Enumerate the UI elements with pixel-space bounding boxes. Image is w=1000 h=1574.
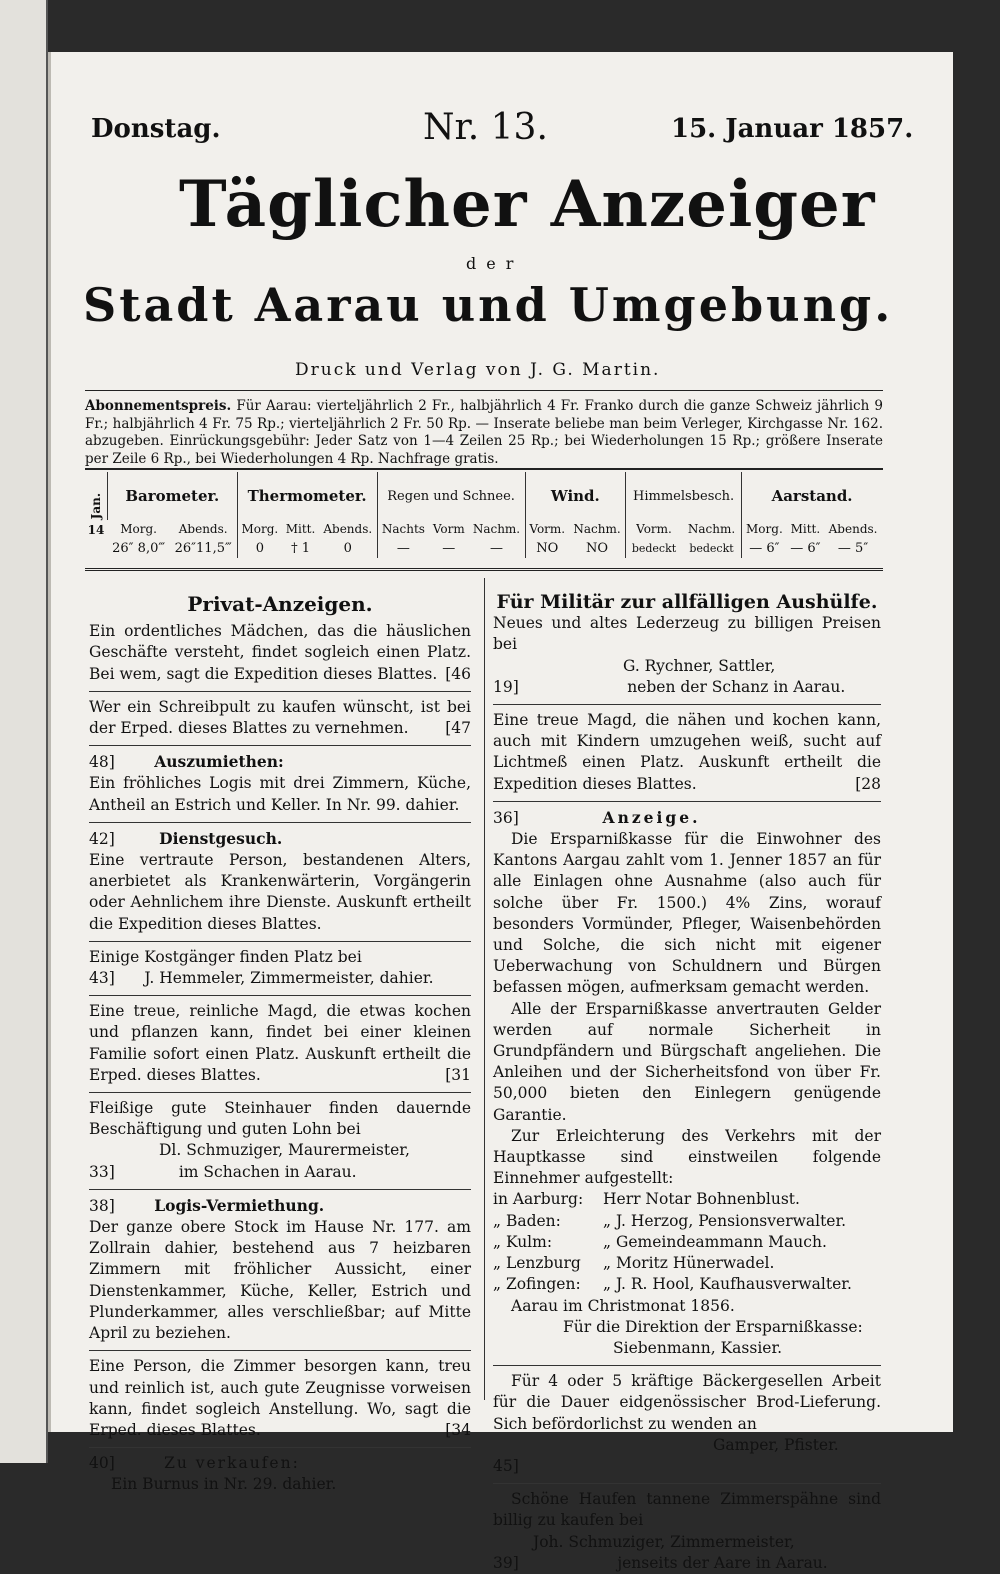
weather-date: Jan. 14 bbox=[87, 493, 105, 537]
weather-sub: Vorm. bbox=[525, 520, 569, 538]
ad-text: Für die Direktion der Ersparnißkasse: bbox=[563, 1317, 863, 1336]
ad-signature: Dl. Schmuziger, Maurermeister, bbox=[159, 1141, 410, 1160]
weather-value: 0 bbox=[237, 538, 282, 558]
ad-divider bbox=[89, 995, 471, 996]
weather-sub: Morg. bbox=[120, 522, 157, 536]
weather-sub: Mitt. bbox=[790, 522, 821, 536]
ad-divider bbox=[493, 704, 881, 705]
subscription-label: Abonnementspreis. bbox=[85, 398, 232, 414]
ad-divider bbox=[89, 1189, 471, 1190]
weather-sub: Nachts bbox=[377, 520, 429, 538]
weather-sub: Morg. bbox=[742, 520, 787, 538]
agent-row: „ Lenzburg „ Moritz Hünerwadel. bbox=[493, 1254, 775, 1273]
ad-heading-line: 38] Logis-Vermiethung. bbox=[89, 1195, 325, 1215]
ad-heading-line: 36] Anzeige. bbox=[493, 807, 701, 827]
ad-text: Die Ersparnißkasse für die Einwohner des Kantons Aargau zahlt vom 1. Jenner 1857 an für alle Einlagen ohne Ausnahme (also auch für solche über Fr. 1500.) 4% Zins, worauf besonders Vormünder, Pfleger, Waisenbehörden und Solche, die sich nicht mit eigener Ueberwachung von Schuldnern und Bürgen befassen mögen, aufmerksam gemacht werden. bbox=[493, 830, 881, 997]
ad-divider bbox=[89, 691, 471, 692]
ad-text: Fleißige gute Steinhauer finden dauernde Beschäftigung und guten Lohn bei bbox=[89, 1099, 471, 1139]
ad-divider bbox=[493, 801, 881, 802]
masthead-title: Täglicher Anzeiger bbox=[179, 167, 876, 242]
ad-text: Ein fröhliches Logis mit drei Zimmern, Küche, Antheil an Estrich und Keller. In Nr. 99. dahier. bbox=[89, 774, 471, 814]
ad-signature-line: 43] J. Hemmeler, Zimmermeister, dahier. bbox=[89, 969, 434, 988]
newspaper-page bbox=[48, 52, 953, 1572]
weather-header-thermometer: Thermometer. bbox=[237, 472, 377, 520]
right-column bbox=[493, 592, 881, 1574]
ad-signature: Joh. Schmuziger, Zimmermeister, bbox=[533, 1532, 795, 1551]
weather-sub: Abends. bbox=[828, 522, 878, 536]
weather-value: 0 bbox=[343, 540, 352, 556]
ad-divider bbox=[493, 1483, 881, 1484]
weather-header-rain: Regen und Schnee. bbox=[377, 472, 525, 520]
ad-signature: Gamper, Pfister. bbox=[713, 1435, 839, 1454]
weather-sub: Abends. bbox=[323, 522, 373, 536]
weather-header-sky: Himmelsbesch. bbox=[626, 472, 742, 520]
ad-text: Eine treue Magd, die nähen und kochen kann, auch mit Kindern umzugehen weiß, sucht auf Lichtmeß einen Platz. Auskunft ertheilt die Expedition dieses Blattes. [28 bbox=[493, 711, 881, 793]
agent-row: „ Kulm: „ Gemeindeammann Mauch. bbox=[493, 1232, 827, 1251]
ad-text: Zur Erleichterung des Verkehrs mit der Hauptkasse sind einstweilen folgende Einnehmer aufgestellt: bbox=[493, 1126, 881, 1188]
ad-text: Für 4 oder 5 kräftige Bäckergesellen Arbeit für die Dauer eidgenössischer Brod-Lieferung. Sich befördorlichst zu wenden an bbox=[493, 1372, 881, 1433]
ad-signature: G. Rychner, Sattler, bbox=[623, 656, 776, 675]
ad-text: Eine vertraute Person, bestandenen Alters, anerbietet als Krankenwärterin, Vorgängerin oder Aehnlichem ihre Dienste. Auskunft ertheilt die Expedition dieses Blattes. bbox=[89, 851, 471, 933]
ad-signature-line: 33] im Schachen in Aarau. bbox=[89, 1162, 357, 1181]
weather-value: — bbox=[377, 538, 429, 558]
agent-row: „ Baden: „ J. Herzog, Pensionsverwalter. bbox=[493, 1211, 847, 1230]
weather-value: bedeckt bbox=[626, 538, 682, 558]
weather-value: — bbox=[442, 540, 456, 556]
ad-text: Wer ein Schreibpult zu kaufen wünscht, ist bei der Erped. dieses Blattes zu vernehmen. [47 bbox=[89, 697, 471, 738]
weather-value: — bbox=[489, 540, 503, 556]
weather-value: bedeckt bbox=[689, 541, 734, 555]
issue-number: Nr. 13. bbox=[423, 107, 548, 148]
ad-divider bbox=[89, 822, 471, 823]
ad-divider bbox=[89, 1092, 471, 1093]
ad-heading: Für Militär zur allfälligen Aushülfe. bbox=[496, 591, 878, 613]
weather-value: — 6″ bbox=[742, 538, 787, 558]
ad-number: 45] bbox=[493, 1456, 519, 1475]
ad-divider bbox=[89, 941, 471, 942]
ad-signature-line: 19] neben der Schanz in Aarau. bbox=[493, 677, 846, 696]
publisher-line: Druck und Verlag von J. G. Martin. bbox=[295, 360, 661, 380]
section-heading: Privat-Anzeigen. bbox=[187, 592, 373, 616]
subscription-info bbox=[85, 398, 883, 468]
ad-heading-line: 40] Zu verkaufen: bbox=[89, 1454, 300, 1473]
subscription-text: Für Aarau: vierteljährlich 2 Fr., halbjährlich 4 Fr. Franko durch die ganze Schweiz jährlich 9 Fr.; halbjährlich 4 Fr. 75 Rp.; vierteljährlich 2 Fr. 50 Rp. — Inserate beliebe man beim Verleger, Kirchgasse Nr. 162. abzugeben. Einrückungsgebühr: Jeder Satz von 1—4 Zeilen 25 Rp.; bei Wiederholungen 15 Rp.; größere Inserate per Zeile 6 Rp., bei Wiederholungen 4 Rp. Nachfrage gratis. bbox=[85, 398, 884, 467]
weather-header-wind: Wind. bbox=[525, 472, 626, 520]
weather-sub: Nachm. bbox=[687, 522, 736, 536]
weather-value: NO bbox=[586, 540, 609, 556]
rule bbox=[85, 390, 883, 391]
weather-value: 26″11,5‴ bbox=[174, 540, 232, 556]
weather-sub: Vorm bbox=[432, 522, 465, 536]
ad-text: Neues und altes Lederzeug zu billigen Preisen bei bbox=[493, 614, 881, 654]
weather-table bbox=[85, 472, 882, 558]
weather-value: NO bbox=[525, 538, 569, 558]
weather-header-barometer: Barometer. bbox=[108, 472, 238, 520]
weather-sub: Vorm. bbox=[626, 520, 682, 538]
agent-row: „ Zofingen: „ J. R. Hool, Kaufhausverwalter. bbox=[493, 1275, 852, 1294]
weather-value: — 5″ bbox=[837, 540, 869, 556]
ad-divider bbox=[493, 1365, 881, 1366]
weather-value: — 6″ bbox=[790, 540, 821, 556]
agent-row: in Aarburg: Herr Notar Bohnenblust. bbox=[493, 1190, 800, 1209]
ad-text: Eine Person, die Zimmer besorgen kann, treu und reinlich ist, auch gute Zeugnisse vorweisen kann, findet sogleich Anstellung. Wo, sagt die Erped. dieses Blattes. [34 bbox=[89, 1357, 471, 1439]
weather-sub: Mitt. bbox=[285, 522, 316, 536]
ad-text: Ein Burnus in Nr. 29. dahier. bbox=[111, 1475, 337, 1494]
ad-divider bbox=[89, 1447, 471, 1448]
issue-day: Donstag. bbox=[91, 114, 221, 144]
adjacent-page-edge bbox=[0, 0, 48, 1463]
column-divider bbox=[484, 578, 485, 1400]
issue-date: 15. Januar 1857. bbox=[671, 114, 914, 144]
rule bbox=[85, 468, 883, 470]
ad-heading-line: 48] Auszumiethen: bbox=[89, 752, 284, 772]
ad-heading-line: 42] Dienstgesuch. bbox=[89, 828, 283, 848]
weather-sub: Abends. bbox=[178, 522, 228, 536]
masthead-subtitle: Stadt Aarau und Umgebung. bbox=[83, 278, 894, 332]
ad-divider bbox=[89, 1350, 471, 1351]
weather-sub: Nachm. bbox=[472, 522, 521, 536]
ad-text: Ein ordentliches Mädchen, das die häuslichen Geschäfte versteht, findet sogleich einen Platz. Bei wem, sagt die Expedition dieses Blattes. [46 bbox=[89, 622, 471, 683]
ad-divider bbox=[89, 745, 471, 746]
masthead-der: der bbox=[466, 254, 524, 273]
weather-value: 26″ 8,0‴ bbox=[112, 540, 166, 556]
ad-text: Einige Kostgänger finden Platz bei bbox=[89, 947, 362, 966]
ad-text: Der ganze obere Stock im Hause Nr. 177. am Zollrain dahier, bestehend aus 7 heizbaren Zimmern mit fröhlicher Aussicht, einer Dienstenkammer, Küche, Keller, Estrich und Plunderkammer, alles verschließbar; auf Mitte April zu beziehen. bbox=[89, 1218, 471, 1343]
weather-sub: Nachm. bbox=[573, 522, 621, 536]
ad-signature: Siebenmann, Kassier. bbox=[613, 1338, 783, 1357]
ad-text: Alle der Ersparnißkasse anvertrauten Gelder werden auf normale Sicherheit in Grundpfändern und Bürgschaft angeliehen. Die Anleihen und der Sicherheitsfond von über Fr. 50,000 bieten den Einlegern genügende Garantie. bbox=[493, 999, 881, 1124]
left-column bbox=[89, 594, 471, 1496]
agent-list bbox=[493, 1189, 881, 1295]
weather-sub: Morg. bbox=[237, 520, 282, 538]
ad-text: Aarau im Christmonat 1856. bbox=[511, 1296, 735, 1315]
ad-text: Schöne Haufen tannene Zimmerspähne sind billig zu kaufen bei bbox=[493, 1490, 881, 1530]
ad-signature-line: 39] jenseits der Aare in Aarau. bbox=[493, 1553, 828, 1572]
weather-header-river: Aarstand. bbox=[742, 472, 882, 520]
rule bbox=[85, 568, 883, 571]
weather-value: † 1 bbox=[291, 540, 310, 556]
ad-text: Eine treue, reinliche Magd, die etwas kochen und pflanzen kann, findet bei einer kleinen Familie sofort einen Platz. Auskunft ertheilt die Erped. dieses Blattes. [31 bbox=[89, 1002, 471, 1084]
